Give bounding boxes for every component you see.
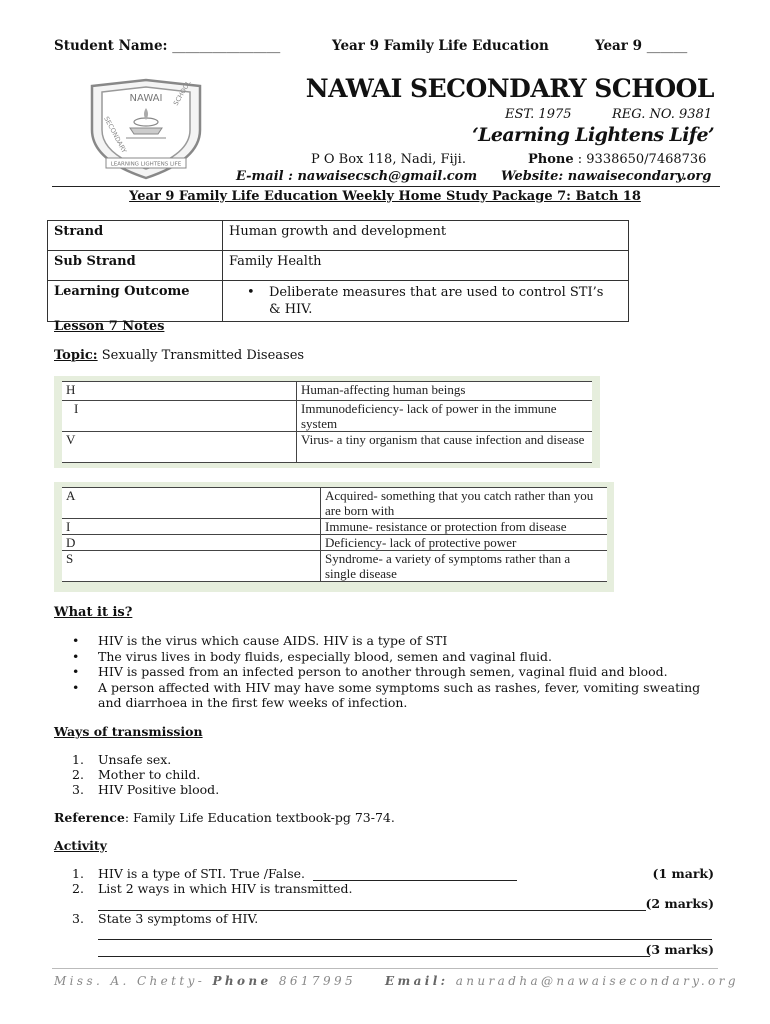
reference-text: : Family Life Education textbook-pg 73-74. [124, 810, 395, 825]
question-1: 1. HIV is a type of STI. True /False. [72, 866, 306, 881]
learning-outcome-value [223, 281, 629, 322]
sub-strand-row [48, 251, 629, 281]
bullet-icon: • [247, 285, 255, 300]
year-label: Year 9 [595, 38, 643, 54]
lesson-heading: Lesson 7 Notes [54, 319, 165, 334]
acronym-meaning: Syndrome- a variety of symptoms rather than a single disease [321, 551, 608, 582]
acronym-letter: A [62, 488, 321, 519]
list-item: 2. Mother to child. [72, 767, 201, 782]
acronym-meaning: Acquired- something that you catch rather than you are born with [321, 488, 608, 519]
question-1-answer-line[interactable] [313, 866, 517, 881]
footer-phone-label: Phone [212, 974, 272, 988]
bullet-icon: • [72, 679, 80, 695]
bullet-icon: • [72, 664, 80, 679]
aids-row-a [62, 488, 607, 519]
page-footer [54, 974, 739, 988]
aids-row-d [62, 535, 607, 551]
strand-row [48, 221, 629, 251]
registration-number: REG. NO. 9381 [612, 107, 713, 122]
crest-banner-text: LEARNING LIGHTENS LIFE [110, 161, 182, 168]
header-divider [52, 186, 720, 187]
strand-label: Strand [48, 221, 223, 251]
topic-text: Sexually Transmitted Diseases [97, 348, 305, 363]
school-name: NAWAI SECONDARY SCHOOL [305, 74, 714, 103]
student-name-field[interactable]: Student Name: ________________ [54, 38, 281, 54]
hiv-row-v [62, 432, 592, 463]
footer-phone: 8617995 [278, 974, 357, 988]
footer-email: anuradha@nawaisecondary.org [455, 974, 739, 988]
school-phone [528, 152, 706, 167]
package-title: Year 9 Family Life Education Weekly Home Study Package 7: Batch 18 [129, 189, 641, 204]
bullet-icon: • [72, 633, 80, 648]
question-2-text: List 2 ways in which HIV is transmitted. [98, 881, 353, 896]
reference-label: Reference [54, 810, 125, 825]
acronym-meaning: Immunodeficiency- lack of power in the immune system [297, 401, 593, 432]
strand-value: Human growth and development [223, 221, 629, 251]
aids-acronym-image [54, 482, 614, 592]
phone-number: : 9338650/7468736 [577, 152, 707, 167]
school-crest-logo [82, 78, 210, 180]
outcome-line-1: Deliberate measures that are used to control STI’s [269, 285, 604, 300]
acronym-letter: I [62, 401, 297, 432]
po-box-address: P O Box 118, Nadi, Fiji. [311, 152, 466, 167]
hiv-acronym-image [54, 376, 600, 468]
school-website: Website: nawaisecondary.org [501, 169, 712, 184]
question-2-answer-line[interactable] [98, 896, 646, 911]
learning-outcome-row [48, 281, 629, 322]
footer-teacher: Miss. A. Chetty- [54, 974, 206, 988]
acronym-meaning: Immune- resistance or protection from disease [321, 519, 608, 535]
aids-row-s [62, 551, 607, 582]
acronym-letter: I [62, 519, 321, 535]
outcome-line-2: & HIV. [269, 302, 313, 317]
question-2: 2. List 2 ways in which HIV is transmitted. [72, 881, 353, 896]
list-item: • HIV is passed from an infected person to another through semen, vaginal fluid and blood. [72, 664, 668, 679]
school-email: E-mail : nawaisecsch@gmail.com [236, 169, 478, 184]
crest-left-text: SECONDARY [102, 115, 129, 155]
list-item: 3. HIV Positive blood. [72, 782, 220, 797]
what-it-is-list [72, 633, 722, 711]
bullet-icon: • [72, 648, 80, 664]
question-3: 3. State 3 symptoms of HIV. [72, 911, 259, 926]
acronym-letter: H [62, 382, 297, 401]
question-3-answer-line-1[interactable] [98, 926, 712, 940]
footer-divider [52, 968, 718, 969]
acronym-meaning: Virus- a tiny organism that cause infection and disease [297, 432, 593, 463]
school-motto: ‘Learning Lightens Life’ [472, 124, 714, 146]
question-3-text: State 3 symptoms of HIV. [98, 911, 259, 926]
hiv-row-h [62, 382, 592, 401]
student-name-label: Student Name [54, 38, 163, 54]
list-item: • HIV is the virus which cause AIDS. HIV is a type of STI [72, 633, 448, 648]
transmission-heading: Ways of transmission [54, 724, 203, 739]
question-3-marks: (3 marks) [645, 942, 714, 957]
question-2-marks: (2 marks) [645, 896, 714, 911]
learning-outcome-label: Learning Outcome [48, 281, 223, 322]
acronym-letter: V [62, 432, 297, 463]
hiv-row-i [62, 401, 592, 432]
acronym-letter: D [62, 535, 321, 551]
reference-line [54, 810, 395, 825]
aids-row-i [62, 519, 607, 535]
question-1-text: HIV is a type of STI. True /False. [98, 866, 306, 881]
topic-line [54, 348, 304, 363]
acronym-letter: S [62, 551, 321, 582]
footer-email-label: Email: [384, 974, 449, 988]
transmission-list [72, 752, 219, 797]
subject-title: Year 9 Family Life Education [332, 38, 549, 54]
list-item: 1. Unsafe sex. [72, 752, 172, 767]
lesson-info-table [47, 220, 629, 322]
question-3-answer-line-2[interactable] [98, 942, 650, 957]
crest-right-text: SCHOOL [171, 79, 193, 107]
crest-top-text: NAWAI [129, 93, 163, 104]
topic-label: Topic: [54, 348, 98, 363]
sub-strand-value: Family Health [223, 251, 629, 281]
year-field[interactable] [595, 38, 687, 54]
phone-label: Phone [528, 152, 574, 167]
list-item: • A person affected with HIV may have some symptoms such as rashes, fever, vomiting sweating and diarrhoea in the first few weeks of infection. [72, 679, 701, 710]
acronym-meaning: Human-affecting human beings [297, 382, 593, 401]
question-1-marks: (1 mark) [652, 866, 714, 881]
year-blank[interactable]: ______ [646, 38, 688, 54]
activity-heading: Activity [54, 838, 107, 853]
what-it-is-heading: What it is? [54, 605, 133, 620]
student-name-blank[interactable]: ________________ [172, 38, 281, 54]
acronym-meaning: Deficiency- lack of protective power [321, 535, 608, 551]
sub-strand-label: Sub Strand [48, 251, 223, 281]
list-item: • The virus lives in body fluids, especially blood, semen and vaginal fluid. [72, 648, 553, 664]
established-year: EST. 1975 [505, 107, 572, 122]
